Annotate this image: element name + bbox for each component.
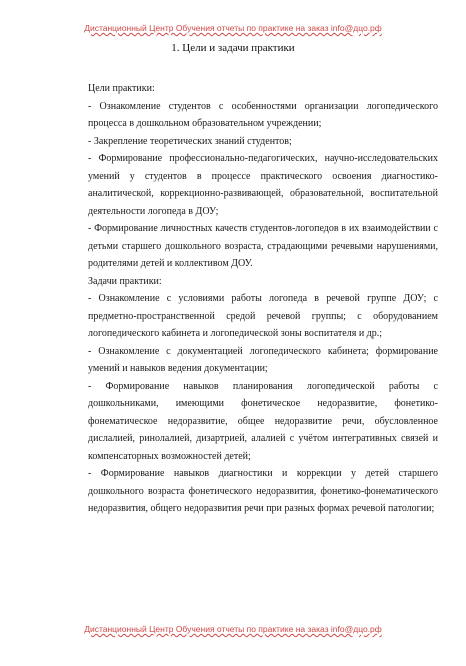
tasks-heading: Задачи практики:	[88, 275, 162, 287]
goal-item-2: - Закрепление теоретических знаний студентов;	[88, 135, 292, 147]
document-body	[88, 80, 438, 518]
header-link-text[interactable]: Дистанционный Центр Обучения отчеты по практике на заказ info@дцо.рф	[84, 23, 382, 33]
section-title: 1. Цели и задачи практики	[171, 42, 295, 54]
header-link[interactable]	[0, 23, 466, 33]
footer-link[interactable]	[0, 624, 466, 634]
goal-item-3: - Формирование профессионально-педагогических, научно-исследовательских умений у студентов в процессе практического освоения диагностико-аналитической, коррекционно-развивающей, образовательной, воспитательной деятельности логопеда в ДОУ;	[88, 153, 438, 217]
task-item-4: - Формирование навыков диагностики и коррекции у детей старшего дошкольного возраста фонетического недоразвития, фонетико-фонематического недоразвития, общего недоразвития речи при разных формах речевой патологии;	[88, 468, 438, 514]
task-item-3: - Формирование навыков планирования логопедической работы с дошкольниками, имеющими фонетическое недоразвитие, фонетико-фонематическое недоразвитие, общее недоразвитие речи, обусловленное дислалией, ринолалией, дизартрией, алалией с учётом интегративных связей и компенсаторных возможностей детей;	[88, 380, 438, 462]
goal-item-4: - Формирование личностных качеств студентов-логопедов в их взаимодействии с детьми старшего дошкольного возраста, страдающими речевыми нарушениями, родителями детей и коллективом ДОУ.	[88, 223, 438, 269]
goal-item-1: - Ознакомление студентов с особенностями организации логопедического процесса в дошкольном образовательном учреждении;	[88, 100, 438, 129]
footer-link-text[interactable]: Дистанционный Центр Обучения отчеты по практике на заказ info@дцо.рф	[84, 624, 382, 634]
task-item-1: - Ознакомление с условиями работы логопеда в речевой группе ДОУ; с предметно-пространственной средой речевой группы; с оборудованием логопедического кабинета и логопедической зоны воспитателя и др.;	[88, 293, 438, 339]
task-item-2: - Ознакомление с документацией логопедического кабинета; формирование умений и навыков ведения документации;	[88, 345, 438, 374]
goals-heading: Цели практики:	[88, 83, 155, 94]
